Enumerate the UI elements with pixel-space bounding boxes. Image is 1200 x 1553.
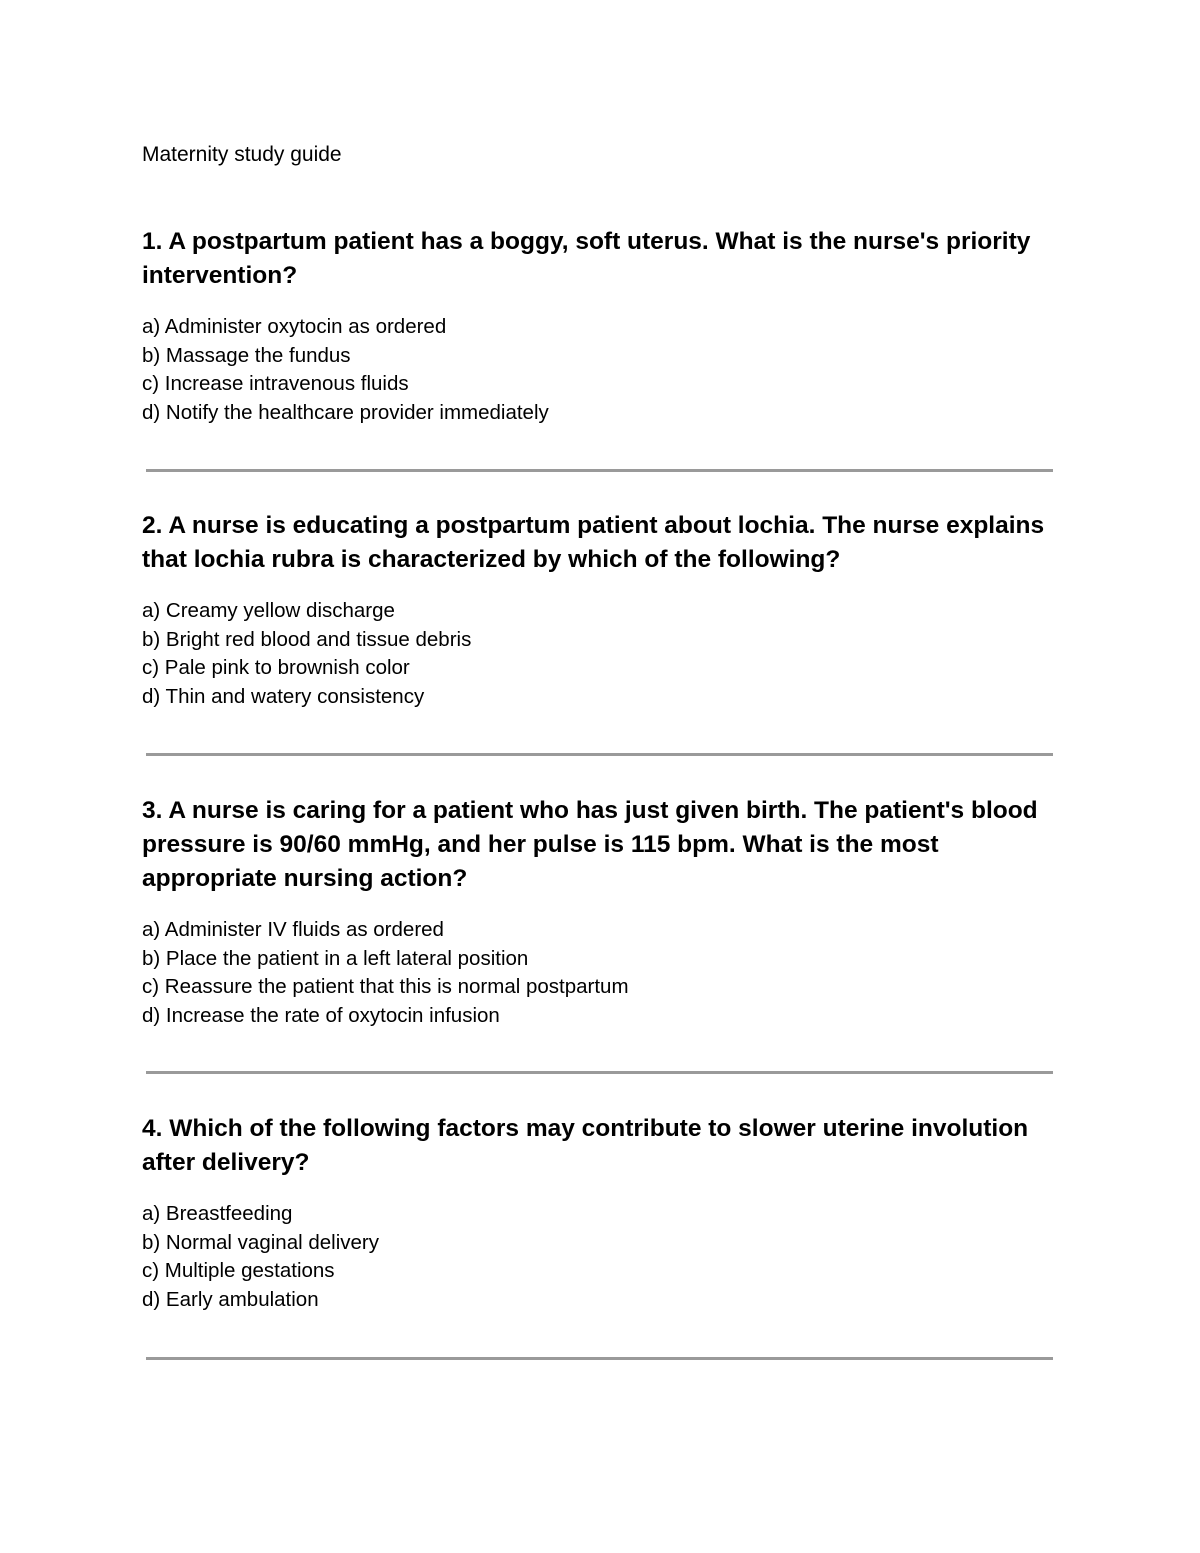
option-list: [142, 313, 1062, 427]
option-a: a) Administer IV fluids as ordered: [142, 918, 444, 941]
document-title: Maternity study guide: [142, 143, 342, 166]
option-a: a) Administer oxytocin as ordered: [142, 315, 447, 338]
option-b: b) Massage the fundus: [142, 343, 351, 367]
question-block: [142, 794, 1062, 1030]
option-c: c) Increase intravenous fluids: [142, 372, 409, 396]
question-block: [142, 509, 1062, 711]
divider: [146, 1357, 1053, 1360]
option-d: d) Increase the rate of oxytocin infusion: [142, 1003, 500, 1027]
option-a: a) Creamy yellow discharge: [142, 599, 395, 622]
question-text: 1. A postpartum patient has a boggy, soft uterus. What is the nurse's priority intervention?: [142, 228, 1031, 289]
question-block: [142, 1112, 1062, 1314]
option-c: c) Multiple gestations: [142, 1259, 335, 1283]
divider: [146, 1071, 1053, 1074]
question-block: [142, 225, 1062, 427]
option-d: d) Thin and watery consistency: [142, 684, 425, 708]
option-d: d) Early ambulation: [142, 1287, 319, 1311]
question-text: 3. A nurse is caring for a patient who has just given birth. The patient's blood pressure is 90/60 mmHg, and her pulse is 115 bpm. What is the most appropriate nursing action?: [142, 797, 1038, 892]
option-b: b) Place the patient in a left lateral position: [142, 946, 529, 970]
question-text: 4. Which of the following factors may contribute to slower uterine involution after delivery?: [142, 1115, 1029, 1176]
question-text: 2. A nurse is educating a postpartum patient about lochia. The nurse explains that lochia rubra is characterized by which of the following?: [142, 512, 1045, 573]
option-list: [142, 1200, 1062, 1314]
option-b: b) Normal vaginal delivery: [142, 1230, 379, 1254]
option-d: d) Notify the healthcare provider immediately: [142, 400, 549, 424]
option-c: c) Reassure the patient that this is normal postpartum: [142, 975, 629, 999]
option-b: b) Bright red blood and tissue debris: [142, 627, 472, 651]
divider: [146, 753, 1053, 756]
option-c: c) Pale pink to brownish color: [142, 656, 410, 680]
option-a: a) Breastfeeding: [142, 1202, 293, 1225]
option-list: [142, 597, 1062, 711]
option-list: [142, 916, 1062, 1030]
divider: [146, 469, 1053, 472]
